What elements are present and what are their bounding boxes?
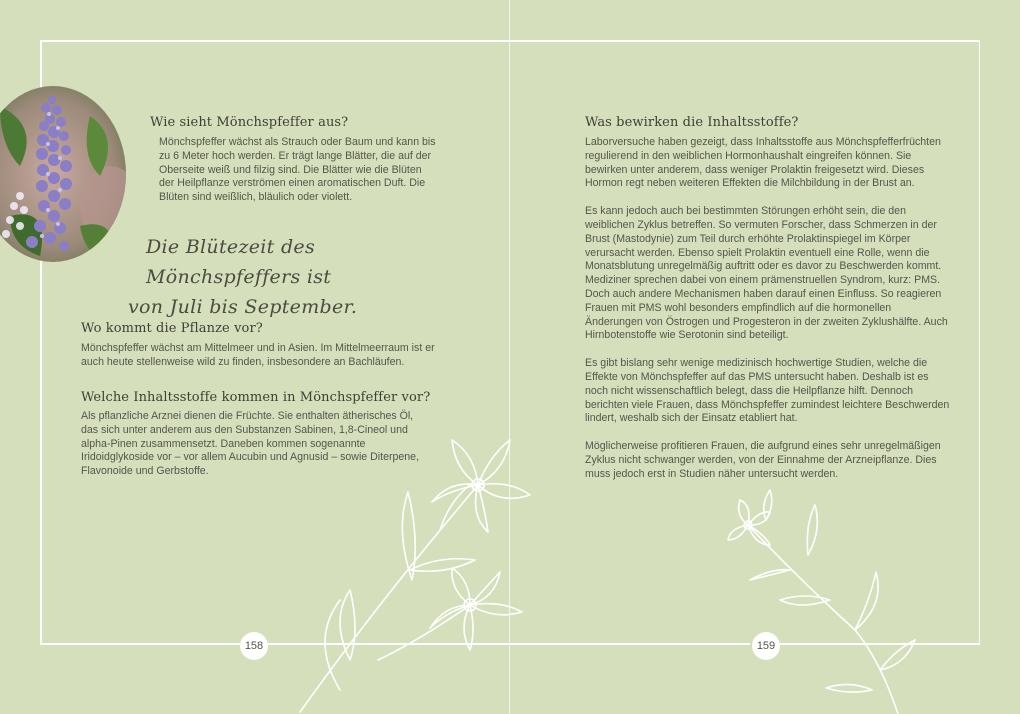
left-leaf-1: [340, 590, 355, 660]
heading-wo-kommt-vor: Wo kommt die Pflanze vor?: [81, 321, 263, 336]
paragraph-occurrence-text: Mönchspfeffer wächst am Mittelmeer und in Asien. Im Mittelmeerraum ist er auch heute stellenweise wild zu finden, insbesondere an Bachläufen.: [81, 342, 435, 368]
left-leaf-4: [410, 559, 475, 572]
quote-line-2: von Juli bis September.: [128, 296, 358, 318]
right-leaf-6: [826, 684, 872, 692]
right-paragraph-1: Laborversuche haben gezeigt, dass Inhaltsstoffe aus Mönchspfefferfrüchten regulierend in den weiblichen Hormonhaushalt eingreifen können. Sie bewirken unter anderem, dass weniger Prolaktin freigesetzt wird. Dieses Hormon regt neben weiteren Effekten die Milchbildung in der Brust an.: [585, 136, 941, 190]
right-branch-stem: [748, 525, 898, 714]
right-paragraph-4: Möglicherweise profitieren Frauen, die aufgrund eines sehr unregelmäßigen Zyklus nicht schwanger werden, von der Einnahme der Arzneipflanze. Dies muss jedoch erst in Studien näher untersucht werden.: [585, 440, 941, 480]
left-leaf-2-vein: [325, 600, 340, 690]
right-leaf-4: [855, 572, 878, 630]
left-upper-flower: [432, 440, 530, 532]
right-leaf-1: [807, 505, 817, 555]
right-leaf-5: [880, 640, 915, 670]
heading-inhaltsstoffe: Welche Inhaltsstoffe kommen in Mönchspfeffer vor?: [81, 390, 431, 405]
right-leaf-2: [750, 570, 790, 580]
right-paragraph-3: Es gibt bislang sehr wenige medizinisch hochwertige Studien, welche die Effekte von Mönchspfeffer auf das PMS untersucht haben. Deshalb ist es noch nicht wissenschaftlich belegt, dass die Heilpflanze hilft. Dennoch berichten viele Frauen, dass Mönchspfeffer zumindest leichtere Beschwerden lindert, weshalb sich der Einsatz etabliert hat.: [585, 357, 950, 425]
paragraph-ingredients-text: Als pflanzliche Arznei dienen die Früchte. Sie enthalten ätherisches Öl, das sich unter anderem aus den Substanzen Sabinen, 1,8-Cineol und alpha-Pinen zusammensetzt. Daneben kommen sogenannte Iridoidglykoside vor – vor allem Aucubin und Agnusid – sowie Diterpene, Flavonoide und Gerbstoffe.: [81, 410, 420, 478]
left-lower-stem: [378, 605, 470, 660]
right-paragraph-2: Es kann jedoch auch bei bestimmten Störungen erhöht sein, die den weiblichen Zyklus betreffen. So vermuten Forscher, dass Schmerzen in der Brust (Mastodynie) zum Teil durch erhöhte Prolaktinspiegel im Körper verursacht werden. Ebenso spielt Prolaktin eventuell eine Rolle, wenn die Monatsblutung unregelmäßig auftritt oder es davor zu Beschwerden kommt. Mediziner sprechen dabei von einem prämenstruellen Syndrom, kurz: PMS. Doch auch andere Mechanismen haben darauf einen Einfluss. So reagieren Frauen mit PMS wohl besonders empfindlich auf die hormonellen Änderungen von Östrogen und Progesteron in der zweiten Zyklushälfte. Auch Hirnbotenstoffe wie Serotonin sind beteiligt.: [585, 205, 948, 342]
left-bud-stem: [440, 485, 470, 530]
heading-wie-sieht-aus: Wie sieht Mönchspfeffer aus?: [150, 115, 349, 130]
paragraph-description-text: Mönchspfeffer wächst als Strauch oder Baum und kann bis zu 6 Meter hoch werden. Er trägt lange Blätter, die auf der Oberseite weiß und filzig sind. Die Blätter wie die Blüten der Heilpflanze verströmen einen aromatischen Duft. Die Blüten sind weißlich, bläulich oder violett.: [159, 136, 436, 204]
page-number-left: 158: [240, 632, 268, 660]
page-number-right: 159: [752, 632, 780, 660]
quote-line-1: Die Blütezeit des Mönchspfeffers ist: [146, 236, 332, 288]
heading-was-bewirken: Was bewirken die Inhaltsstoffe?: [585, 115, 799, 130]
right-petal-extra: [764, 490, 772, 520]
left-leaf-3: [402, 492, 415, 580]
left-branch-stem: [300, 485, 478, 712]
left-lower-flower: [430, 568, 522, 650]
